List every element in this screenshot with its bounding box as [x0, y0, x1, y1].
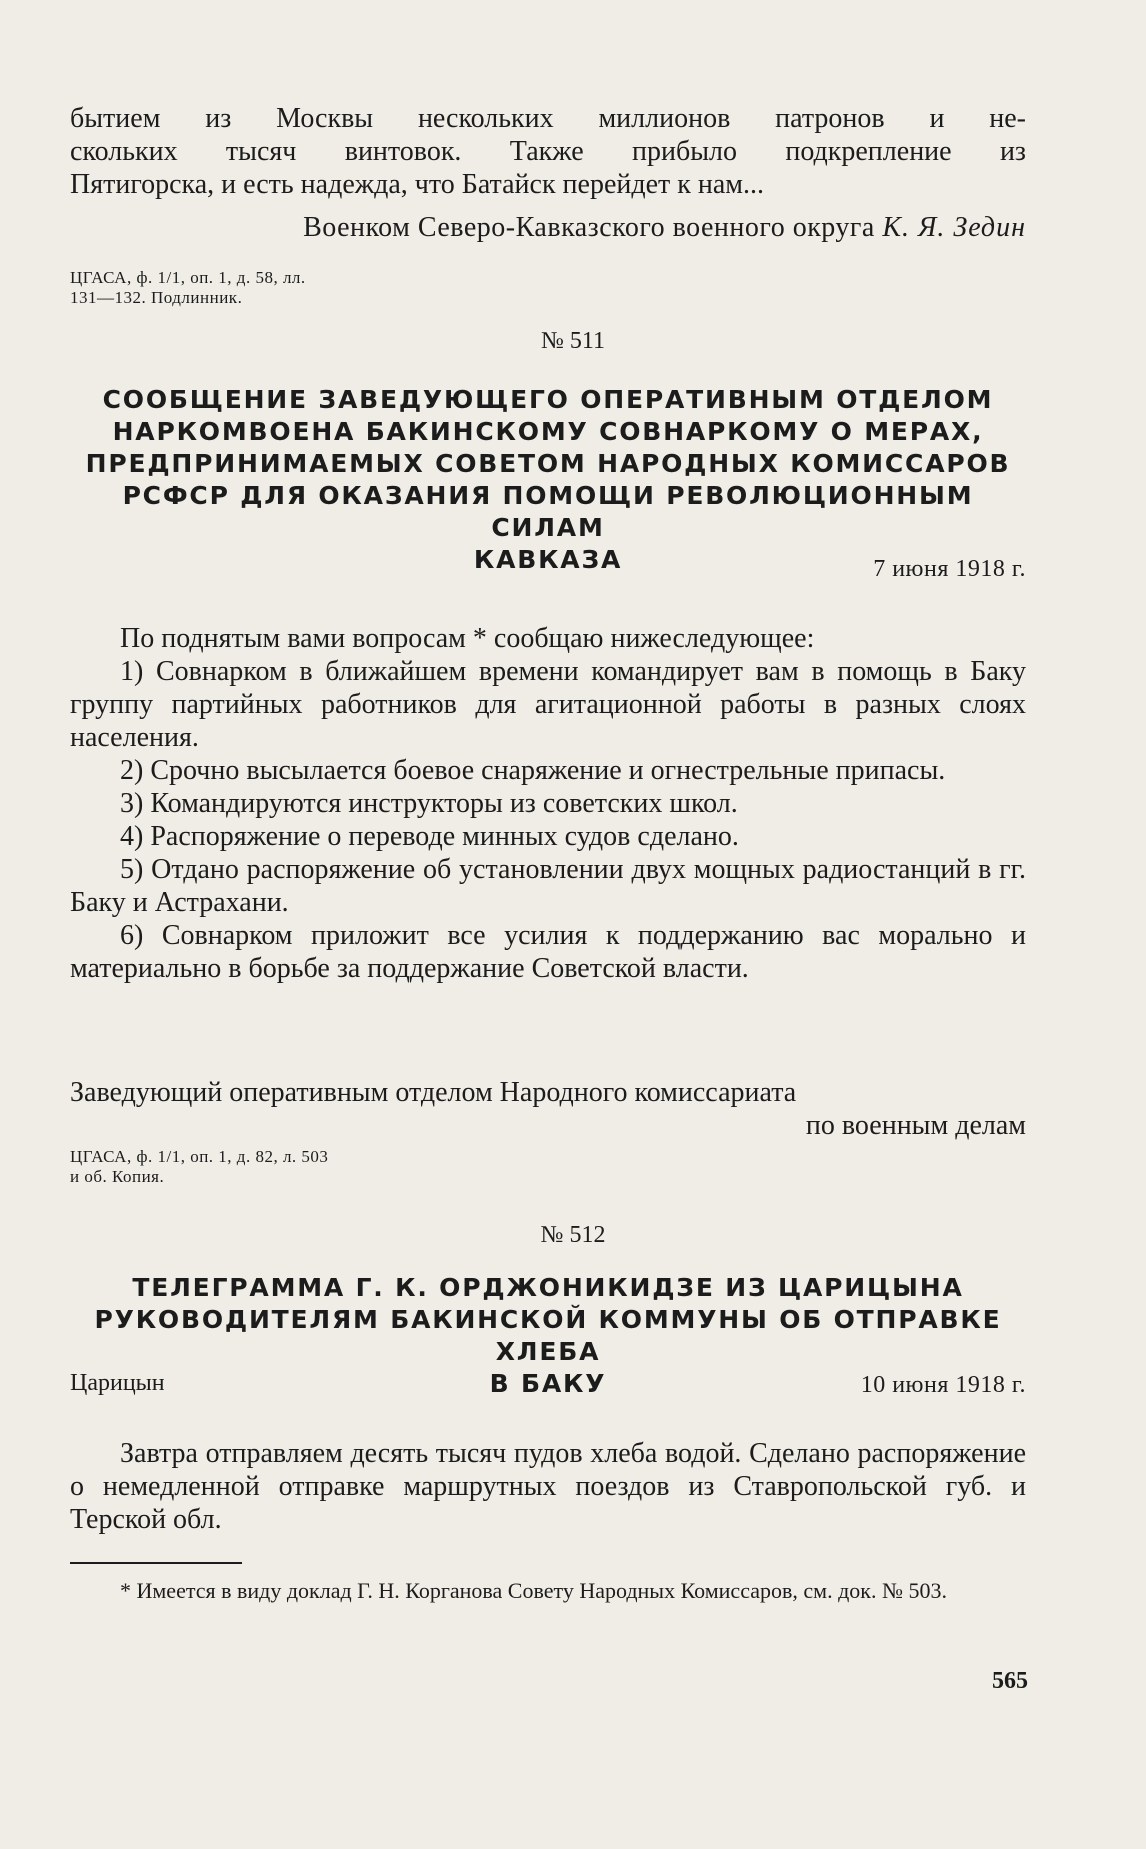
- document-number: № 512: [540, 1222, 606, 1248]
- signature-zedin: [303, 212, 1026, 244]
- source-line: ЦГАСА, ф. 1/1, оп. 1, д. 58, лл.: [70, 268, 306, 287]
- title-line: РСФСР ДЛЯ ОКАЗАНИЯ ПОМОЩИ РЕВОЛЮЦИОННЫМ СИЛАМ: [122, 481, 974, 542]
- telegram-text: Завтра отправляем десять тысяч пудов хлеба водой. Сделано распоряжение о немедленной отправке маршрутных поездов из Ставропольской губ. и Терской обл.: [70, 1438, 1026, 1535]
- text-line: Пятигорска, и есть надежда, что Батайск перейдет к нам...: [70, 169, 765, 200]
- document-date: 10 июня 1918 г.: [860, 1372, 1026, 1398]
- list-item: 6) Совнарком приложит все усилия к поддержанию вас морально и материально в борьбе за поддержание Советской власти.: [70, 920, 1026, 984]
- document-date: 7 июня 1918 г.: [873, 556, 1026, 582]
- signature-block: [70, 1076, 1026, 1142]
- source-line: ЦГАСА, ф. 1/1, оп. 1, д. 82, л. 503: [70, 1147, 329, 1166]
- title-line: КАВКАЗА: [473, 545, 623, 574]
- source-line: 131—132. Подлинник.: [70, 288, 243, 307]
- footnote-text: * Имеется в виду доклад Г. Н. Корганова Совету Народных Комиссаров, см. док. № 503.: [120, 1578, 947, 1603]
- title-line: РУКОВОДИТЕЛЯМ БАКИНСКОЙ КОММУНЫ ОБ ОТПРАВКЕ ХЛЕБА: [94, 1305, 1002, 1366]
- document-body: [70, 622, 1026, 985]
- text-line: бытием из Москвы нескольких миллионов патронов и не-: [70, 103, 1026, 134]
- list-item: 4) Распоряжение о переводе минных судов сделано.: [120, 821, 739, 852]
- source-line: и об. Копия.: [70, 1167, 165, 1186]
- title-line: ПРЕДПРИНИМАЕМЫХ СОВЕТОМ НАРОДНЫХ КОМИССАРОВ: [85, 449, 1011, 478]
- list-item: 5) Отдано распоряжение об установлении двух мощных радиостанций в гг. Баку и Астрахани.: [70, 854, 1026, 918]
- document-place: Царицын: [70, 1370, 165, 1396]
- document-number: № 511: [540, 328, 605, 354]
- title-line: ТЕЛЕГРАММА Г. К. ОРДЖОНИКИДЗЕ ИЗ ЦАРИЦЫНА: [132, 1273, 964, 1302]
- footnote: [70, 1576, 1026, 1606]
- signature-line: Заведующий оперативным отделом Народного комиссариата: [70, 1077, 797, 1108]
- signature-line: по военным делам: [805, 1110, 1026, 1141]
- signature-title: Военком Северо-Кавказского военного округа: [303, 212, 875, 243]
- list-item: 1) Совнарком в ближайшем времени командирует вам в помощь в Баку группу партийных работников для агитационной работы в разных слоях населения.: [70, 656, 1026, 753]
- title-line: НАРКОМВОЕНА БАКИНСКОМУ СОВНАРКОМУ О МЕРАХ,: [112, 417, 984, 446]
- title-line: В БАКУ: [489, 1369, 607, 1398]
- document-title: [70, 384, 1026, 576]
- list-item: 2) Срочно высылается боевое снаряжение и огнестрельные припасы.: [120, 755, 946, 786]
- archive-source: [70, 268, 490, 308]
- intro-paragraph: По поднятым вами вопросам * сообщаю нижеследующее:: [120, 623, 815, 654]
- list-item: 3) Командируются инструкторы из советских школ.: [120, 788, 738, 819]
- title-line: СООБЩЕНИЕ ЗАВЕДУЮЩЕГО ОПЕРАТИВНЫМ ОТДЕЛОМ: [102, 385, 994, 414]
- page-number: 565: [992, 1668, 1028, 1694]
- text-line: скольких тысяч винтовок. Также прибыло подкрепление из: [70, 136, 1026, 167]
- telegram-body: [70, 1437, 1026, 1536]
- continuation-text: [70, 102, 1026, 201]
- archive-source: [70, 1147, 490, 1187]
- footnote-divider: [70, 1562, 242, 1564]
- signature-name: К. Я. Зедин: [882, 212, 1026, 243]
